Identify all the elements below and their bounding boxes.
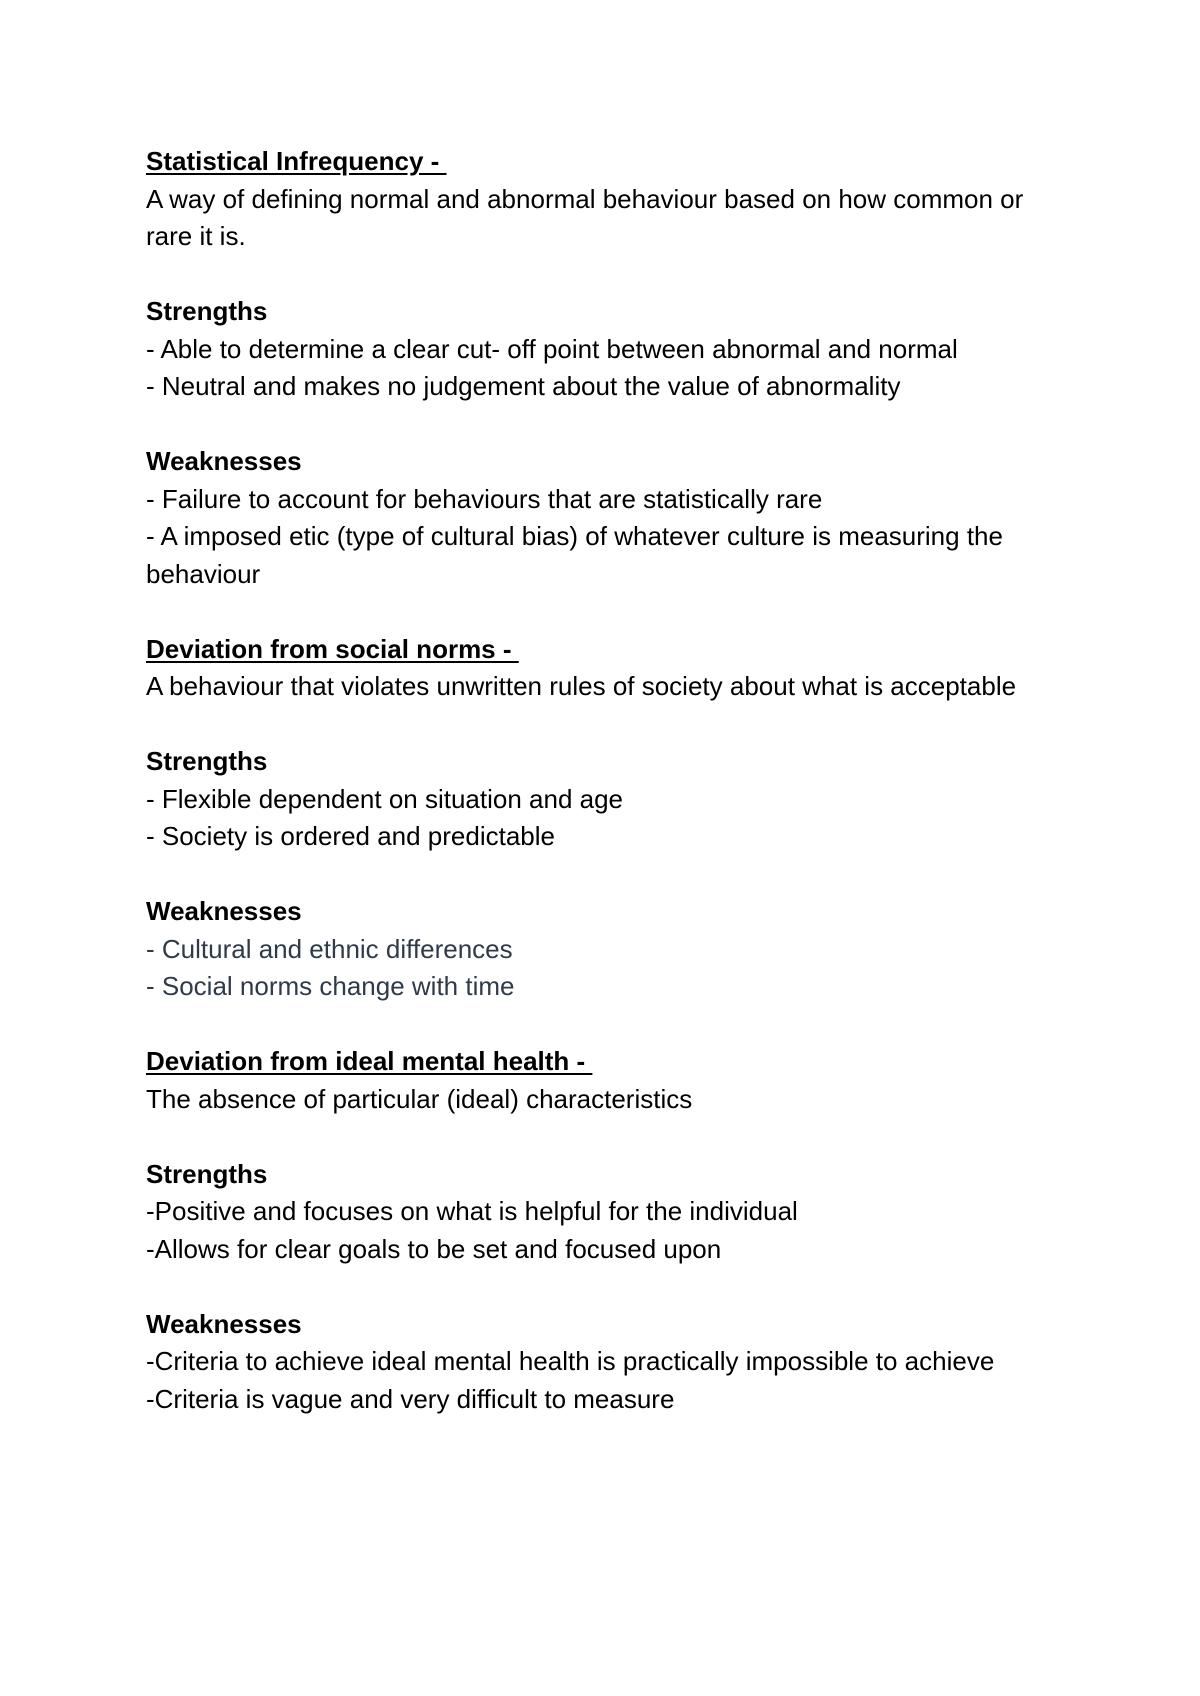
weaknesses-list [146, 931, 1076, 1006]
document-body [146, 143, 1076, 1418]
spacer [146, 856, 1076, 894]
section-title: Deviation from social norms - [146, 633, 519, 664]
weakness-item: - Failure to account for behaviours that are statistically rare [146, 483, 823, 514]
weaknesses-list [146, 1343, 1076, 1418]
section-title: Deviation from ideal mental health - [146, 1046, 593, 1076]
weakness-item: -Criteria to achieve ideal mental health is practically impossible to achieve [146, 1346, 995, 1376]
section-deviation-social-norms [146, 631, 1076, 1006]
spacer [146, 406, 1076, 444]
weakness-item: -Criteria is vague and very difficult to measure [146, 1383, 675, 1414]
strength-item: -Allows for clear goals to be set and focused upon [146, 1233, 722, 1264]
spacer [146, 1268, 1076, 1306]
strengths-heading: Strengths [146, 1158, 268, 1189]
strengths-heading: Strengths [146, 296, 268, 326]
spacer [146, 256, 1076, 294]
weaknesses-heading: Weaknesses [146, 1308, 302, 1339]
weaknesses-heading: Weaknesses [146, 896, 302, 926]
weaknesses-heading: Weaknesses [146, 446, 302, 476]
strength-item: - Flexible dependent on situation and age [146, 783, 624, 814]
weaknesses-list [146, 481, 1076, 594]
strengths-list [146, 781, 1076, 856]
weakness-item: - Social norms change with time [146, 971, 515, 1001]
section-definition: A way of defining normal and abnormal behaviour based on how common or rare it is. [146, 183, 1024, 251]
weakness-item: - A imposed etic (type of cultural bias) of whatever culture is measuring the behaviour [146, 521, 1003, 589]
section-title: Statistical Infrequency - [146, 146, 447, 176]
strength-item: - Able to determine a clear cut- off point between abnormal and normal [146, 333, 958, 364]
strengths-heading: Strengths [146, 746, 268, 776]
strength-item: -Positive and focuses on what is helpful for the individual [146, 1196, 798, 1226]
section-definition: The absence of particular (ideal) characteristics [146, 1083, 693, 1114]
strength-item: - Society is ordered and predictable [146, 821, 556, 851]
spacer [146, 1006, 1076, 1044]
strengths-list [146, 1193, 1076, 1268]
spacer [146, 1118, 1076, 1156]
section-definition: A behaviour that violates unwritten rules of society about what is acceptable [146, 671, 1017, 701]
spacer [146, 593, 1076, 631]
weakness-item: - Cultural and ethnic differences [146, 933, 513, 964]
section-statistical-infrequency [146, 143, 1076, 593]
strength-item: - Neutral and makes no judgement about the value of abnormality [146, 371, 901, 401]
spacer [146, 706, 1076, 744]
strengths-list [146, 331, 1076, 406]
section-deviation-ideal-mental-health [146, 1043, 1076, 1418]
